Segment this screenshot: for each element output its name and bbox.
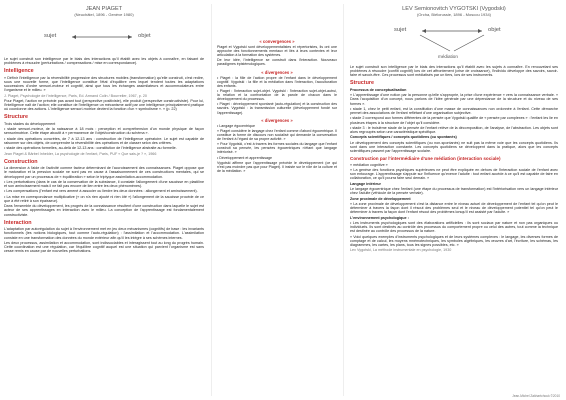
piaget-construction-text: La dimension à l'aide de l'activité comme facteur déterminant de l'accroissement des connaissances. Piaget oppose que le maturation et la pression sociale ne sont pas en cause à l'assaisonnement de ces constructions mentales, qui se développent par un processus de « équilibration » selon le triptyque assimilation-accommodation.	[4, 166, 204, 179]
piaget-intelligence-note: Pour Piaget, l'action ne précède pas avant tout (perspective positiviste), elle produit (perspective constructiviste). Pour lui, l'intelligence naît de l'action; elle constitue de l'intelligence un mécanisme actif par une intelligence principalement pratique où coordonne des actions. L'intelligence sensori-motrice devient la fonction d'un « symbolisme ». « (p. 22)	[4, 98, 204, 112]
mid-block3-text4: • Développement et apprentissage	[217, 155, 272, 160]
vygotski-diagram	[350, 17, 558, 65]
vygotski-concepts-heading: Concepts scientifiques / concepts quotidiens (ou spontanés)	[350, 135, 457, 140]
vygotski-lang-heading: Langage intérieur	[350, 181, 381, 186]
vygotski-dates: (Orcha, Biélorussie, 1896 - Moscou 1934)	[416, 12, 492, 17]
piaget-diagram	[4, 17, 204, 57]
vygotski-intro: Le sujet construit son intelligence par le biais des interactions qu'il établit avec les sujets à connaître. En renouvelant ses problèmes à résoudre (conflit cognitif) lors de cet affrontement (crise de croissance), l'individu développe des savoirs, savoir-faire et savoir-être. Ces processus sont médiatisés par un tiers, lors de ses instruments.	[350, 65, 558, 78]
mid-block3-text3: « Pour Vygotski, c'est à travers les formes sociales du langage que l'enfant construit sa pensée, les pensées égocentriques n'étant que langage intériorisé. »	[217, 142, 337, 155]
mid-block1-heading: « convergences »	[259, 39, 295, 44]
vygotski-name: LEV Semionovitch VYGOTSKI (Vygodski)	[402, 6, 506, 12]
piaget-intro: Le sujet construit son intelligence par le biais des interactions qu'il établit avec les objets à connaître, en faisant de problèmes à résoudre (perturbations / compensations / mise en correspondance).	[4, 57, 204, 66]
vygotski-line-left	[420, 35, 450, 51]
vygotski-zone-text: « médiation cognitive »	[350, 162, 388, 167]
piaget-interaction-text: L'adaptation par autorégulation du sujet à l'environnement met en jeu deux mécanismes (cognitifs) de base : les invariants fonctionnels (les notions biologiques, tout comme l'auto-régulation) : l'assimilation et l'accommodation. L'assimilation consiste en une transformation des données du monde extérieur afin qu'il les intègre à ses schèmes internes.	[4, 227, 204, 240]
piaget-structure-heading: Structure	[4, 114, 28, 121]
piaget-arrow-left	[72, 35, 76, 39]
piaget-construction-text4: • La mise en correspondance multiplicative (« on n'a rien ajouté ni rien ôté ») l'allongement de la saucisse procède de ce que à été retiré à son épaisseur).	[4, 194, 204, 203]
mid-block3-text: • Langage égocentrique	[217, 123, 256, 128]
mid-block2-text: • Piaget : la fille de l'action propre de l'enfant dans le développement cognitif. Vygotski : la fille et la médiation dans l'interaction, l'acculturation des enfants.	[217, 75, 337, 88]
vygotski-structure-heading: Structure	[350, 80, 374, 87]
vygotski-stage2: • stade 2 correspond aux formes différentes de la pensée que Vygotski qualifie de « pensée par complexes » : l'enfant les lie en plusieurs étapes à la structure de l'objet qu'il considère.	[350, 116, 559, 125]
vygotski-line-right	[454, 35, 484, 51]
vygotski-zpd-heading: Zone proximale de développement	[350, 196, 411, 201]
mid-block1-text: Piaget et Vygotski sont développementalistes et répertoristes, ils ont une approche des fonctionnements mentaux et liés à leurs contextes et leur articulation à la formation des systèmes.	[217, 45, 337, 58]
vygotski-env-heading: L'environnement psychologique :	[350, 215, 409, 220]
mid-block3-text5: Vygotski affirme que l'apprentissage précède le développement (ce qui n'est pas moindre pas que pour Piaget). Il insiste sur le rôle de la culture et de la médiation. »	[217, 160, 337, 173]
vygotski-stage3: • stade 3 : le troisième stade de la pensée de l'enfant relève de la décomposition, de l'analyse, de l'abstraction. Les objets sont alors regroupés selon une caractéristique spécifique.	[350, 125, 558, 135]
mid-block1-text2: De leur idée, l'intelligence se construit dans l'interaction. Nouveaux paradigmes épistémologiques.	[217, 58, 337, 67]
piaget-stage2: • stade des opérations concrètes, de 7 à 12-13 ans : construction de l'intelligence opératoire. Le sujet est capable de raisonner sur des objets, de comprendre la réversibilité des opérations et de classer selon des critères.	[4, 136, 204, 145]
mid-block2-heading: « divergences »	[261, 69, 293, 75]
vygotski-column	[346, 0, 562, 254]
footer-credit: Jean-Michel Zakhartchouk ©2010	[512, 394, 560, 398]
vygotski-arrow-right	[478, 29, 482, 33]
piaget-construction-text3: • Les compensations (l'enfant est vers amené à associer ou lierdre les deux données : allongement et amincissement).	[4, 189, 198, 194]
piaget-interaction-text2: Les deux processus, assimilation et accommodation, sont indissociables et interagissent tout au long du progrès humain. Cette coordination est une régulation, car l'équilibre cognitif auquel est une situation qui parvient l'organisme est sans cesse remis en cause par de nouvelles perturbations.	[4, 240, 204, 254]
vygotski-sujet-label: sujet	[394, 27, 407, 33]
piaget-intelligence-text: « Définir l'intelligence par la réversibilité progressive des structures mobiles (transformation) qu'elle construit, c'est redire, sous une nouvelle forme, que l'intelligence constitue l'état d'équilibre vers lequel tendent toutes les adaptations successives d'ordre sensori-moteur et cognitif, ainsi que tous les échanges assimilateurs et accommodateurs entre l'organisme et le milieu. »	[4, 75, 204, 93]
piaget-stage-ref: Jean Piaget & Bärbel Inhelder, La psychologie de l'enfant, Paris, PUF « Que sais-je ? », 1966	[4, 151, 157, 156]
vygotski-mediation-label: médiation	[438, 54, 458, 59]
separator-right	[343, 4, 344, 396]
vygotski-process-text: « L'apprentissage d'une notion par la personne qu'elle s'approprie, la prise d'une expérience » vers la connaissance verbale. « Dans l'acquisition d'un concept, nous parlons de l'idée générale par une dépendance de la structure et du niveau de ses formes ».	[350, 93, 558, 106]
vygotski-env-text: • Les instruments psychologiques sont des élaborations artificielles : ils sont sociaux par nature et non pas organiques ou individuels. Ils sont destinés au contrôle des processus du comportement propre ou celui des autres, tout comme la technique est destinée au contrôle des processus de la nature.	[350, 220, 558, 234]
vygotski-env-text2: « Voici quelques exemples d'instruments psychologiques et de leurs systèmes complexes : le langage, les diverses formes de comptage et de calcul, les moyens mnémotechniques, les symboles algébriques, les œuvres d'art, l'écriture, les schémas, les diagrammes, les cartes, les plans, tous les signes possibles, etc. »	[350, 234, 558, 247]
piaget-intelligence-ref: J. Piaget, Psychologie de l'intelligence, Paris, Ed. Armand Colin / Bourrelier, 1967, p. 20	[4, 93, 147, 98]
comparison-column	[214, 0, 340, 174]
vygotski-env-ref: Lev Vygotski, La méthode instrumentale en psychologie, 1930	[350, 248, 452, 253]
piaget-intelligence-heading: Intelligence	[4, 68, 34, 75]
piaget-stage3: • stade des opérations formelles, au-delà de 12-13 ans : constitution de l'intelligence abstraite au formelle.	[4, 146, 177, 151]
mid-block2-text2: • Piaget : l'interaction sujet-objet. Vygotski : l'interaction sujet-objet-autrui, la relation et la confrontation de la parole de chacun dans le développement du processus.	[217, 88, 337, 102]
piaget-construction-text2: • Les perturbations (dans le cas de la conservation de la substance, il constate l'allongement d'une saucisse en plastiline et son amincissement mais il ne fait pas encore de lien entre les deux phénomènes).	[4, 179, 204, 189]
piaget-sujet-label: sujet	[44, 33, 57, 39]
piaget-diagram-svg	[4, 17, 204, 57]
mid-block2-text3: • Piaget : développement spontané (auto-régulation) et la construction des savoirs. Vygotski : la transmission culturelle (développement fondé sur l'apprentissage).	[217, 102, 337, 115]
vygotski-zone-heading: Construction par l'intermédiaire d'une médiation (interaction sociale)	[350, 156, 501, 162]
mid-block3-text2: « Piaget considère le langage chez l'enfant comme d'abord égocentrique. Il constitue la forme de discours non socialisé qui demande la conversation de l'enfant à l'égard de sa propre activité. »	[217, 128, 337, 141]
vygotski-zpd-text: « La zone proximale de développement c'est la distance entre le niveau actuel de développement de l'enfant tel qu'on peut le déterminer à travers la façon dont il résout des problèmes seul et le niveau de développement potentiel tel qu'on peut le déterminer à travers la façon dont l'enfant résout des problèmes lorsqu'il est assisté par l'adulte. »	[350, 201, 558, 215]
piaget-column	[0, 0, 208, 255]
vygotski-process-heading: Processus de conceptualisation	[350, 87, 407, 92]
piaget-objet-label: objet	[138, 33, 151, 39]
piaget-interaction-heading: Interaction	[4, 219, 32, 226]
mid-spacer	[214, 0, 340, 36]
piaget-name: JEAN PIAGET	[85, 6, 123, 12]
piaget-construction-heading: Construction	[4, 158, 38, 165]
piaget-stage1: • stade sensori-moteur, de la naissance à 18 mois : perception et compréhension d'un monde physique de façon sensorimotrice. Cette étape aboutit à « permanence de l'objet/construction du schéma ».	[4, 127, 204, 136]
mid-block3-heading: « divergences »	[261, 117, 293, 123]
separator-left	[211, 4, 212, 396]
vygotski-stage1: • stade 1, chez le petit enfant, est la constitution d'une masse de connaissances non ordonnée à l'enfant. Cette démarche permet des associations de l'enfant reflétant d'une organisation subjective.	[350, 106, 558, 116]
vygotski-objet-label: objet	[488, 27, 501, 33]
piaget-dates: (Neuchâtel, 1896 - Genève 1980)	[74, 12, 134, 17]
vygotski-zone-text2: « La genèse des fonctions psychiques supérieures ne peut être expliquée en dehors de l'interaction sociale de l'enfant avec son entourage. L'apprentissage s'appuie sur l'influence qu'exerce l'adulte : tout enfant accède à ce qu'il est capable de faire en collaboration, ce qu'il pourra faire seul demain. »	[350, 168, 558, 181]
piaget-construction-text5: Dans l'ensemble du développement, les progrès de la connaissance résultent d'une construction dans laquelle le sujet est acteur de ses apprentissages en interaction avec le milieu. La conception de l'apprentissage est fondamentalement constructiviste.	[4, 204, 204, 217]
vygotski-arrow-left	[422, 29, 426, 33]
piaget-arrow-right	[128, 35, 132, 39]
vygotski-lang-text: Le langage égocentrique chez l'enfant (une étape du processus de transformation) est l'intériorisation vers un langage intérieur chez l'adulte (véhicule de la pensée verbale).	[350, 187, 558, 196]
piaget-structure-sub: Trois stades du développement	[4, 121, 56, 126]
vygotski-concepts-text: Le développement des concepts scientifiques (ou non-spontanés) ne suit pas la même voie que les concepts quotidiens. Ils sont dans une interaction constante. Les concepts quotidiens se développent dans la pratique, alors que les concepts scientifiques passent par l'apprentissage scolaire.	[350, 140, 558, 154]
